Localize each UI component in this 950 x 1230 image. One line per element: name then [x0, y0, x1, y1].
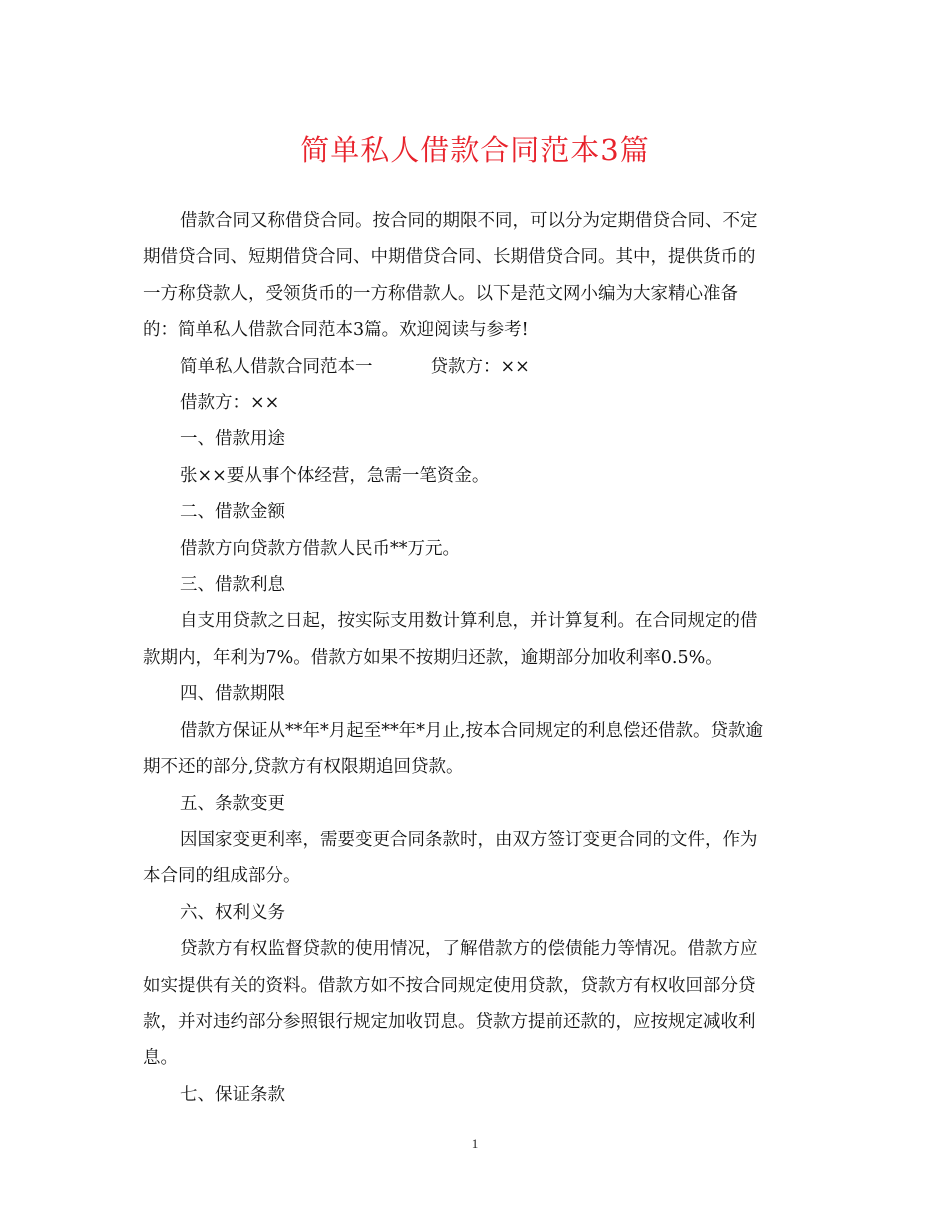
contract-heading: 简单私人借款合同范本一 [180, 356, 373, 377]
section-line: 因国家变更利率，需要变更合同条款时，由双方签订变更合同的文件，作为 [180, 829, 758, 850]
document-body [143, 203, 808, 1113]
section-line: 如实提供有关的资料。借款方如不按合同规定使用贷款，贷款方有权收回部分贷 [143, 975, 756, 996]
section-line: 息。 [143, 1048, 178, 1069]
document-title: 简单私人借款合同范本3篇 [300, 133, 650, 167]
section-line: 借款方保证从**年*月起至**年*月止,按本合同规定的利息偿还借款。贷款逾 [180, 720, 764, 741]
section-line: 自支用贷款之日起，按实际支用数计算利息，并计算复利。在合同规定的借 [180, 611, 758, 632]
section-heading: 五、条款变更 [180, 793, 285, 814]
contract-heading-line [143, 349, 808, 385]
section-line: 张××要从事个体经营，急需一笔资金。 [180, 465, 490, 486]
lender-label: 贷款方：×× [430, 356, 530, 377]
section-heading: 七、保证条款 [180, 1084, 285, 1105]
section-heading: 三、借款利息 [180, 575, 285, 596]
section-line: 借款方向贷款方借款人民币**万元。 [180, 538, 460, 559]
section-line: 贷款方有权监督贷款的使用情况，了解借款方的偿债能力等情况。借款方应 [180, 939, 758, 960]
section-heading: 六、权利义务 [180, 902, 285, 923]
intro-line: 借款合同又称借贷合同。按合同的期限不同，可以分为定期借贷合同、不定 [180, 211, 758, 231]
section-line: 期不还的部分,贷款方有权限期追回贷款。 [143, 757, 464, 778]
section-line: 款，并对违约部分参照银行规定加收罚息。贷款方提前还款的，应按规定减收利 [143, 1011, 756, 1032]
section-heading: 一、借款用途 [180, 429, 285, 450]
borrower-label: 借款方：×× [180, 393, 280, 414]
section-line: 本合同的组成部分。 [143, 866, 301, 887]
intro-line: 的：简单私人借款合同范本3篇。欢迎阅读与参考! [143, 320, 529, 341]
section-heading: 四、借款期限 [180, 684, 285, 705]
section-heading: 二、借款金额 [180, 502, 285, 523]
intro-line: 一方称贷款人，受领货币的一方称借款人。以下是范文网小编为大家精心准备 [143, 283, 738, 304]
intro-line: 期借贷合同、短期借贷合同、中期借贷合同、长期借贷合同。其中，提供货币的 [143, 247, 756, 268]
section-line: 款期内，年利为7%。借款方如果不按期归还款，逾期部分加收利率0.5%。 [143, 647, 723, 668]
page-number: 1 [471, 1136, 479, 1151]
